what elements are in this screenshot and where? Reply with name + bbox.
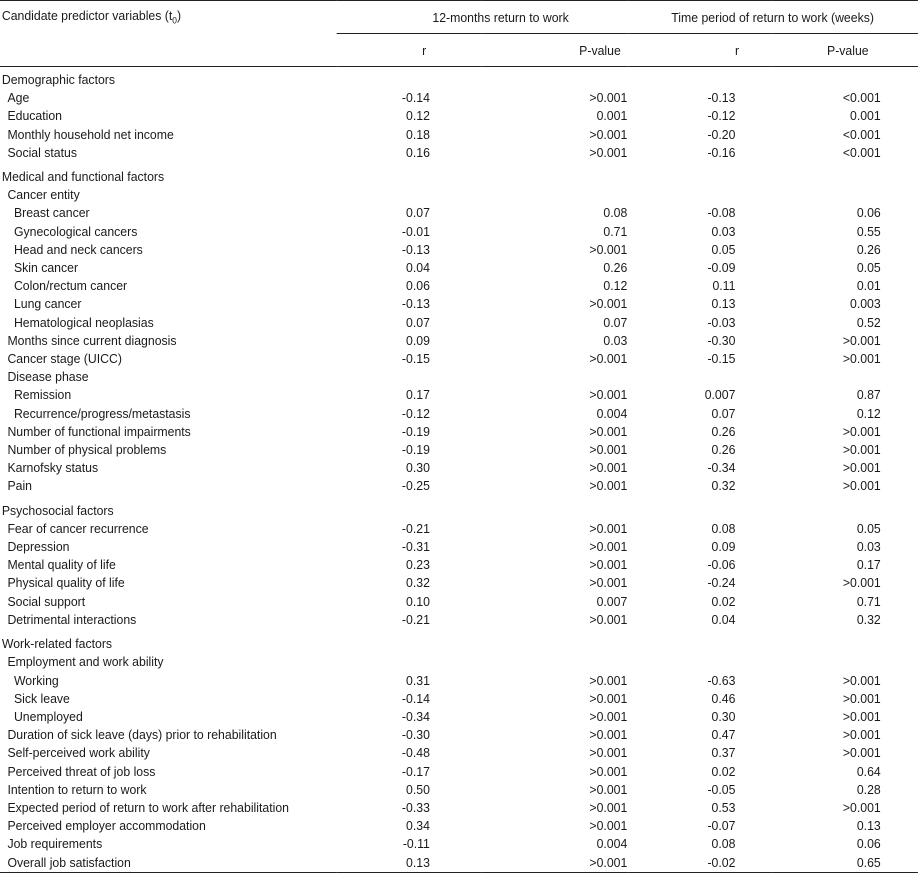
time-period-r: 0.37 <box>711 745 736 761</box>
return-12m-r: 0.23 <box>406 557 430 573</box>
time-period-p <box>773 67 918 90</box>
return-12m-r: -0.13 <box>401 241 430 257</box>
row-label: Pain <box>7 478 32 494</box>
return-12m-p: >0.001 <box>589 387 628 403</box>
row-label: Colon/rectum cancer <box>13 278 128 294</box>
time-period-p: 0.001 <box>850 108 881 124</box>
time-period-r: 0.05 <box>711 241 736 257</box>
return-12m-p: >0.001 <box>589 727 628 743</box>
return-12m-r: -0.15 <box>401 351 430 367</box>
table-row <box>0 781 918 799</box>
return-12m-r: -0.48 <box>401 745 430 761</box>
time-period-r: -0.63 <box>707 672 736 688</box>
return-12m-r: -0.19 <box>401 442 430 458</box>
return-12m-p: >0.001 <box>589 539 628 555</box>
time-period-p: 0.26 <box>856 241 881 257</box>
time-period-p: 0.55 <box>856 223 881 239</box>
return-12m-r <box>337 629 482 653</box>
return-12m-p: >0.001 <box>589 241 628 257</box>
group1-header: 12-months return to work <box>432 9 569 25</box>
time-period-p: 0.06 <box>856 836 881 852</box>
return-12m-r: -0.34 <box>401 708 430 724</box>
row-label: Lung cancer <box>13 296 82 312</box>
row-label: Age <box>7 90 30 106</box>
table-row <box>0 441 918 459</box>
time-period-p: 0.03 <box>856 539 881 555</box>
return-12m-p: >0.001 <box>589 708 628 724</box>
row-label: Cancer stage (UICC) <box>7 351 122 367</box>
time-period-r: 0.32 <box>711 478 736 494</box>
return-12m-r: 0.34 <box>406 818 430 834</box>
table-row <box>0 854 918 873</box>
table-row <box>0 295 918 313</box>
return-12m-r: -0.01 <box>401 223 430 239</box>
return-12m-r: -0.11 <box>402 836 430 852</box>
time-period-p: >0.001 <box>842 351 881 367</box>
section-header-row <box>0 67 918 90</box>
table-row <box>0 744 918 762</box>
row-label: Demographic factors <box>1 72 116 87</box>
return-12m-r: 0.06 <box>406 278 430 294</box>
table-row <box>0 350 918 368</box>
return-12m-r <box>337 368 482 386</box>
return-12m-r: -0.14 <box>401 90 430 106</box>
row-label: Remission <box>13 387 72 403</box>
table-row <box>0 538 918 556</box>
time-period-p: >0.001 <box>842 672 881 688</box>
row-label: Unemployed <box>13 708 83 724</box>
return-12m-p: >0.001 <box>589 781 628 797</box>
return-12m-p: >0.001 <box>589 126 628 142</box>
row-label: Psychosocial factors <box>1 502 114 518</box>
return-12m-r: 0.07 <box>406 205 430 221</box>
row-label: Sick leave <box>13 690 70 706</box>
row-label: Skin cancer <box>13 260 79 276</box>
time-period-p: 0.71 <box>856 593 881 609</box>
row-label: Gynecological cancers <box>13 223 138 239</box>
return-12m-p: >0.001 <box>589 144 628 160</box>
time-period-p <box>773 653 918 671</box>
return-12m-p <box>482 629 627 653</box>
return-12m-r: 0.12 <box>406 108 430 124</box>
time-period-r: 0.08 <box>711 836 736 852</box>
table-row <box>0 459 918 477</box>
row-label: Cancer entity <box>7 187 80 203</box>
return-12m-r: -0.17 <box>401 763 430 779</box>
time-period-r: 0.26 <box>711 423 736 439</box>
time-period-r: 0.02 <box>711 593 736 609</box>
row-label: Expected period of return to work after rehabilitation <box>7 799 289 815</box>
return-12m-r: -0.12 <box>401 405 430 421</box>
time-period-p <box>773 496 918 520</box>
table-row <box>0 332 918 350</box>
row-label: Number of functional impairments <box>7 423 191 439</box>
return-12m-p <box>482 162 627 186</box>
return-12m-r: 0.32 <box>406 575 430 591</box>
section-header-row <box>0 629 918 653</box>
time-period-r: -0.08 <box>707 205 736 221</box>
return-12m-p: >0.001 <box>589 672 628 688</box>
time-period-p: 0.17 <box>856 557 881 573</box>
return-12m-r: -0.25 <box>401 478 430 494</box>
time-period-p: >0.001 <box>842 332 881 348</box>
table-row <box>0 672 918 690</box>
time-period-r: 0.46 <box>711 690 736 706</box>
row-label: Mental quality of life <box>7 557 116 573</box>
return-12m-r: -0.13 <box>401 296 430 312</box>
time-period-p: 0.05 <box>856 520 881 536</box>
return-12m-r: 0.16 <box>406 144 430 160</box>
return-12m-p: 0.07 <box>603 314 628 330</box>
time-period-p: >0.001 <box>842 799 881 815</box>
row-label: Karnofsky status <box>7 460 99 476</box>
row-label: Social status <box>7 144 77 160</box>
time-period-r <box>627 629 772 653</box>
time-period-p: 0.05 <box>856 260 881 276</box>
time-period-p: <0.001 <box>842 126 881 142</box>
time-period-r: 0.09 <box>711 539 736 555</box>
row-label: Number of physical problems <box>7 442 167 458</box>
time-period-r: 0.02 <box>711 763 736 779</box>
time-period-p: 0.01 <box>856 278 881 294</box>
row-label: Perceived threat of job loss <box>7 763 156 779</box>
predictor-column-header: Candidate predictor variables $(t_0)$ <box>1 8 182 27</box>
return-12m-r: 0.13 <box>337 854 482 873</box>
return-12m-r: 0.04 <box>406 260 430 276</box>
row-label: Breast cancer <box>13 205 90 221</box>
time-period-p: 0.64 <box>856 763 881 779</box>
time-period-p <box>773 186 918 204</box>
time-period-r: 0.53 <box>711 799 736 815</box>
time-period-r: -0.05 <box>707 781 736 797</box>
return-12m-p: >0.001 <box>589 745 628 761</box>
time-period-p: 0.06 <box>856 205 881 221</box>
time-period-r: 0.47 <box>711 727 736 743</box>
table-row <box>0 186 918 204</box>
table-row <box>0 556 918 574</box>
return-12m-p: 0.12 <box>603 278 628 294</box>
row-label: Social support <box>7 593 86 609</box>
time-period-p: 0.32 <box>856 611 881 627</box>
row-label: Recurrence/progress/metastasis <box>13 405 191 421</box>
return-12m-r: 0.07 <box>406 314 430 330</box>
table-row <box>0 763 918 781</box>
time-period-p: >0.001 <box>842 442 881 458</box>
time-period-r: 0.08 <box>711 520 736 536</box>
section-header-row <box>0 162 918 186</box>
return-12m-p: 0.03 <box>603 332 628 348</box>
return-12m-p: >0.001 <box>589 478 628 494</box>
return-12m-r: -0.33 <box>401 799 430 815</box>
table-row <box>0 477 918 495</box>
table-row <box>0 520 918 538</box>
return-12m-r: 0.10 <box>406 593 430 609</box>
time-period-r: -0.09 <box>707 260 736 276</box>
return-12m-p: >0.001 <box>589 557 628 573</box>
row-label: Head and neck cancers <box>13 241 143 257</box>
time-period-r: 0.26 <box>711 442 736 458</box>
row-label: Monthly household net income <box>7 126 174 142</box>
time-period-r: -0.15 <box>707 351 736 367</box>
return-12m-p: >0.001 <box>482 854 627 873</box>
time-period-r: -0.07 <box>707 818 736 834</box>
row-label: Working <box>13 672 59 688</box>
return-12m-p: 0.001 <box>596 108 628 124</box>
return-12m-p: >0.001 <box>589 442 628 458</box>
return-12m-p: >0.001 <box>589 423 628 439</box>
return-12m-r <box>337 67 482 90</box>
time-period-r <box>627 653 772 671</box>
table-body <box>0 67 918 873</box>
time-period-p: >0.001 <box>842 727 881 743</box>
table-row <box>0 574 918 592</box>
return-12m-p <box>482 653 627 671</box>
return-12m-p: >0.001 <box>589 460 628 476</box>
table-row <box>0 835 918 853</box>
row-label: Intention to return to work <box>7 781 147 797</box>
return-12m-r: 0.30 <box>406 460 430 476</box>
time-period-r <box>627 162 772 186</box>
return-12m-p: >0.001 <box>589 351 628 367</box>
return-12m-r: -0.21 <box>401 520 430 536</box>
return-12m-p: 0.004 <box>596 405 628 421</box>
table-row <box>0 405 918 423</box>
return-12m-r: -0.30 <box>401 727 430 743</box>
return-12m-p: 0.007 <box>596 593 628 609</box>
return-12m-p: >0.001 <box>589 611 628 627</box>
table-row <box>0 799 918 817</box>
time-period-p <box>773 629 918 653</box>
return-12m-r: -0.14 <box>401 690 430 706</box>
return-12m-r <box>337 653 482 671</box>
time-period-p: >0.001 <box>842 745 881 761</box>
return-12m-p: >0.001 <box>589 575 628 591</box>
row-label: Disease phase <box>7 369 89 385</box>
return-12m-r: 0.31 <box>406 672 430 688</box>
return-12m-p: 0.08 <box>603 205 628 221</box>
time-period-r: 0.03 <box>711 223 736 239</box>
table-row <box>0 144 918 162</box>
table-row <box>0 690 918 708</box>
time-period-r <box>627 368 772 386</box>
return-12m-r: 0.18 <box>406 126 430 142</box>
return-12m-p: 0.26 <box>603 260 628 276</box>
time-period-p: >0.001 <box>842 423 881 439</box>
row-label: Fear of cancer recurrence <box>7 520 149 536</box>
table-row <box>0 653 918 671</box>
time-period-r: -0.30 <box>707 332 736 348</box>
row-label: Depression <box>7 539 70 555</box>
section-header-row <box>0 496 918 520</box>
table-row <box>0 611 918 629</box>
row-label: Work-related factors <box>1 636 113 652</box>
time-period-p: 0.52 <box>856 314 881 330</box>
group1-r-header: r <box>337 34 482 67</box>
return-12m-r <box>337 496 482 520</box>
table-row <box>0 708 918 726</box>
time-period-r: -0.16 <box>707 144 736 160</box>
table-row <box>0 423 918 441</box>
time-period-r <box>627 496 772 520</box>
table-row <box>0 126 918 144</box>
return-12m-p <box>482 496 627 520</box>
table-row <box>0 259 918 277</box>
time-period-p: 0.28 <box>856 781 881 797</box>
return-12m-p: >0.001 <box>589 296 628 312</box>
row-label: Hematological neoplasias <box>13 314 154 330</box>
time-period-p: >0.001 <box>842 575 881 591</box>
time-period-r: -0.03 <box>707 314 736 330</box>
return-12m-p <box>482 186 627 204</box>
time-period-r: -0.13 <box>707 90 736 106</box>
return-12m-r <box>337 186 482 204</box>
group2-r-header: r <box>627 34 772 67</box>
time-period-r <box>627 186 772 204</box>
time-period-r: -0.20 <box>707 126 736 142</box>
header-spacer <box>0 34 337 67</box>
return-12m-r: 0.17 <box>406 387 430 403</box>
time-period-r: -0.02 <box>627 854 772 873</box>
time-period-p: 0.003 <box>850 296 881 312</box>
time-period-p: 0.12 <box>856 405 881 421</box>
time-period-r: -0.24 <box>707 575 736 591</box>
row-label: Months since current diagnosis <box>7 332 177 348</box>
return-12m-r <box>337 162 482 186</box>
return-12m-p: 0.004 <box>596 836 628 852</box>
table-row <box>0 277 918 295</box>
return-12m-p: >0.001 <box>589 520 628 536</box>
return-12m-r: 0.09 <box>406 332 430 348</box>
time-period-p <box>773 368 918 386</box>
time-period-p: <0.001 <box>842 90 881 106</box>
time-period-p: >0.001 <box>842 690 881 706</box>
row-label: Detrimental interactions <box>7 611 137 627</box>
return-12m-p: 0.71 <box>603 223 628 239</box>
table-row <box>0 726 918 744</box>
time-period-r: 0.11 <box>712 278 736 294</box>
time-period-r: 0.13 <box>711 296 736 312</box>
row-label: Job requirements <box>7 836 103 852</box>
return-12m-p <box>482 67 627 90</box>
row-label: Employment and work ability <box>7 654 164 670</box>
table-row <box>0 368 918 386</box>
table-row <box>0 314 918 332</box>
return-12m-p: >0.001 <box>589 690 628 706</box>
return-12m-r: -0.31 <box>401 539 430 555</box>
time-period-r: -0.06 <box>707 557 736 573</box>
table-row <box>0 89 918 107</box>
time-period-r: 0.007 <box>704 387 736 403</box>
row-label: Perceived employer accommodation <box>7 818 206 834</box>
row-label: Education <box>7 108 62 124</box>
row-label: Medical and functional factors <box>1 169 165 185</box>
row-label: Physical quality of life <box>7 575 125 591</box>
time-period-p: 0.87 <box>856 387 881 403</box>
return-12m-p: >0.001 <box>589 799 628 815</box>
return-12m-p: >0.001 <box>589 763 628 779</box>
time-period-p: >0.001 <box>842 708 881 724</box>
time-period-p: <0.001 <box>842 144 881 160</box>
return-12m-p: >0.001 <box>589 90 628 106</box>
time-period-p: >0.001 <box>842 460 881 476</box>
time-period-r: 0.30 <box>711 708 736 724</box>
table-row <box>0 817 918 835</box>
time-period-r <box>627 67 772 90</box>
time-period-p <box>773 162 918 186</box>
group2-header: Time period of return to work (weeks) <box>671 9 874 25</box>
group2-p-header: P-value <box>773 34 918 67</box>
table-row <box>0 223 918 241</box>
time-period-r: 0.07 <box>711 405 736 421</box>
row-label: Self-perceived work ability <box>7 745 150 761</box>
time-period-p: >0.001 <box>842 478 881 494</box>
time-period-p: 0.65 <box>773 854 918 873</box>
return-12m-p: >0.001 <box>589 818 628 834</box>
table-row <box>0 593 918 611</box>
row-label: Duration of sick leave (days) prior to rehabilitation <box>7 727 277 743</box>
table-row <box>0 204 918 222</box>
table-row <box>0 107 918 125</box>
row-label: Overall job satisfaction <box>0 854 337 873</box>
time-period-r: 0.04 <box>711 611 736 627</box>
return-12m-p <box>482 368 627 386</box>
time-period-r: -0.12 <box>707 108 736 124</box>
return-12m-r: -0.21 <box>401 611 430 627</box>
time-period-r: -0.34 <box>707 460 736 476</box>
table-row <box>0 386 918 404</box>
return-12m-r: -0.19 <box>401 423 430 439</box>
return-12m-r: 0.50 <box>406 781 430 797</box>
table-row <box>0 241 918 259</box>
time-period-p: 0.13 <box>856 818 881 834</box>
group1-p-header: P-value <box>482 34 627 67</box>
